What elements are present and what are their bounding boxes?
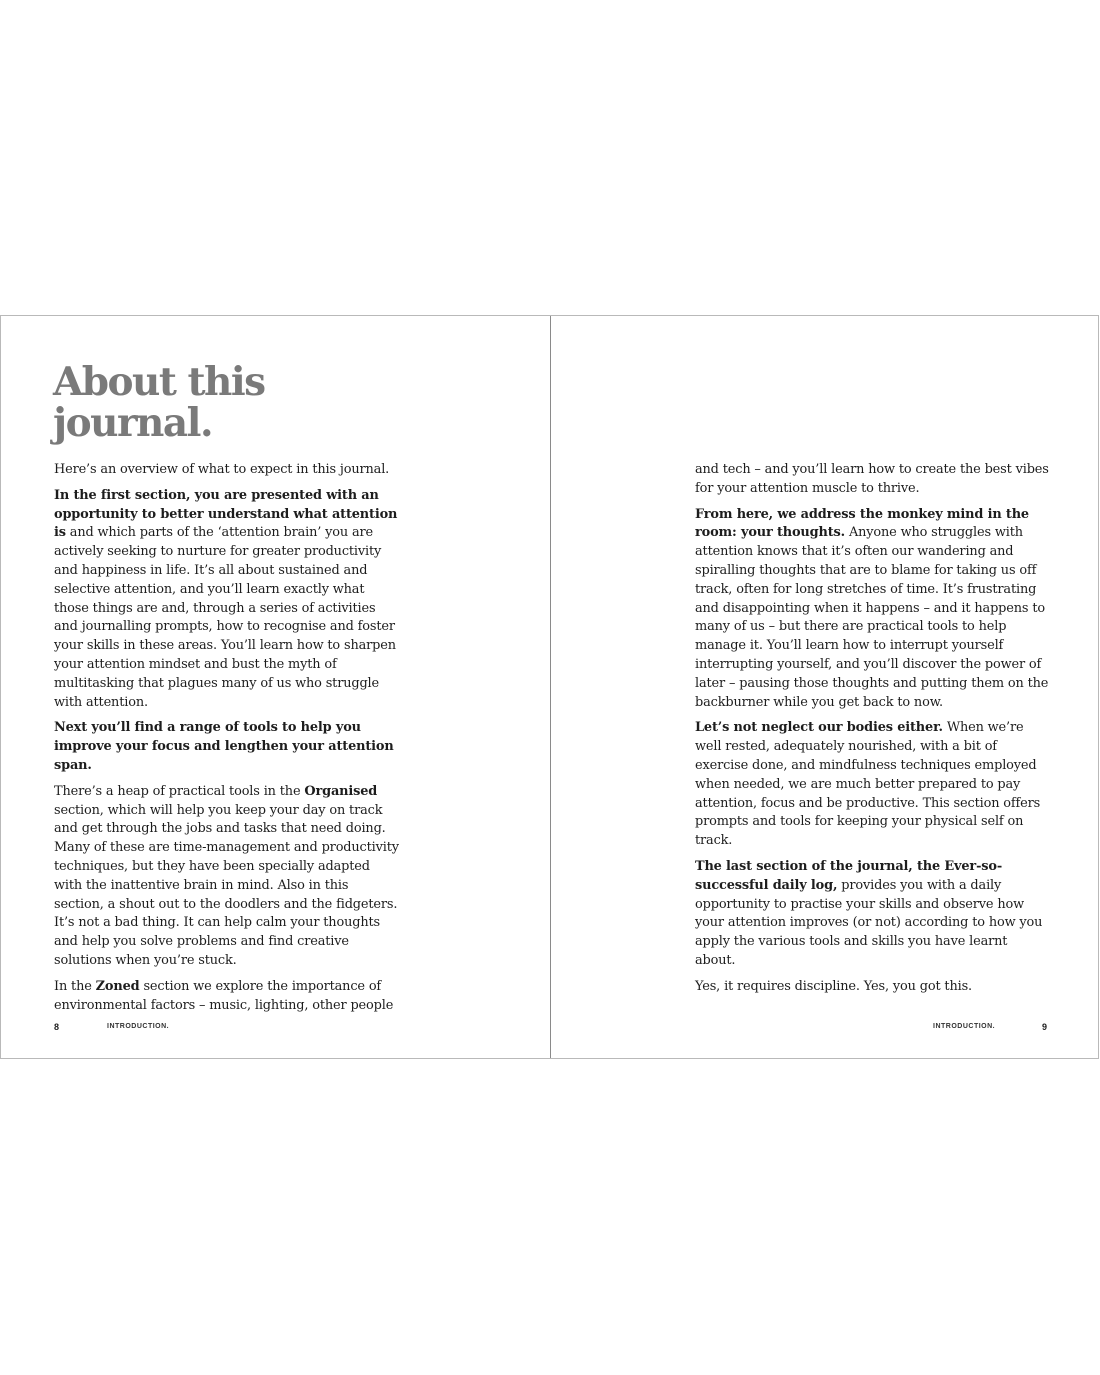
tools-lead: Next you’ll find a range of tools to help you improve your focus and lengthen your attention span. — [54, 720, 394, 773]
page-number-right: 9 — [1042, 1022, 1048, 1032]
intro-paragraph: Here’s an overview of what to expect in this journal. — [54, 462, 390, 477]
daily-log-paragraph — [695, 858, 1051, 971]
closing-paragraph: Yes, it requires discipline. Yes, you got this. — [695, 978, 972, 994]
organised-text: section, which will help you keep your day on track and get through the jobs and tasks that need doing. Many of these are time-management and productivity techniques, but they have been specially adapted with the inattentive brain in mind. Also in this section, a shout out to the doodlers and the fidgeters. It’s not a bad thing. It can help calm your thoughts and help you solve problems and find creative solutions when you’re stuck. — [54, 802, 399, 968]
organised-pre: There’s a heap of practical tools in the — [54, 783, 305, 799]
thoughts-text: Anyone who struggles with attention knows that it’s often our wandering and spiralling thoughts that are to blame for taking us off track, often for long stretches of time. It’s frustrating and disappointing when it happens – and it happens to many of us – but there are practical tools to help manage it. You’ll learn how to interrupt yourself interrupting yourself, and you’ll discover the power of later – pausing those thoughts and putting them on the backburner while you get back to now. — [695, 525, 1049, 710]
running-footer-right: INTRODUCTION. — [933, 1023, 996, 1030]
first-section-text: and which parts of the ‘attention brain’ you are actively seeking to nurture for greater productivity and happiness in life. It’s all about sustained and selective attention, and you’ll learn exactly what those things are and, through a series of activities and journalling prompts, how to recognise and foster your skills in these areas. You’ll learn how to sharpen your attention mindset and bust the myth of multitasking that plagues many of us who struggle with attention. — [54, 525, 396, 710]
thoughts-paragraph — [695, 506, 1051, 713]
daily-log-lead: The last section of the journal, the Ever-so-successful daily log, — [695, 858, 1003, 893]
right-page — [551, 316, 1099, 1058]
right-body-text — [695, 461, 1051, 1004]
page-number-left: 8 — [54, 1022, 60, 1032]
left-body-text — [54, 461, 399, 1022]
first-section-paragraph — [54, 487, 399, 713]
organised-keyword: Organised — [304, 783, 378, 799]
thoughts-lead: From here, we address the monkey mind in the room: your thoughts. — [695, 506, 1029, 541]
left-page — [1, 316, 550, 1058]
bodies-paragraph — [695, 719, 1051, 851]
zoned-text: section we explore the importance of environmental factors – music, lighting, other people — [54, 978, 394, 1013]
daily-log-text: provides you with a daily opportunity to practise your skills and observe how your attention improves (or not) according to how you apply the various tools and skills you have learnt about. — [695, 877, 1043, 968]
running-footer-left: INTRODUCTION. — [107, 1023, 170, 1030]
first-section-lead: In the first section, you are presented with an opportunity to better understand what attention is — [54, 487, 398, 541]
zoned-paragraph — [54, 978, 399, 1016]
page-title-line-1: About this — [53, 359, 265, 405]
zoned-pre: In the — [54, 978, 96, 994]
bodies-text: When we’re well rested, adequately nourished, with a bit of exercise done, and mindfulness techniques employed when needed, we are much better prepared to pay attention, focus and be productive. This section offers prompts and tools for keeping your physical self on track. — [695, 720, 1041, 849]
book-spread — [0, 315, 1099, 1059]
page-title-line-2: journal. — [53, 400, 213, 446]
tools-paragraph — [54, 719, 399, 775]
organised-paragraph — [54, 783, 399, 971]
zoned-keyword: Zoned — [95, 978, 140, 994]
continued-paragraph: and tech – and you’ll learn how to create the best vibes for your attention muscle to thrive. — [695, 462, 1049, 496]
bodies-lead: Let’s not neglect our bodies either. — [695, 720, 943, 736]
page-title — [53, 359, 265, 446]
